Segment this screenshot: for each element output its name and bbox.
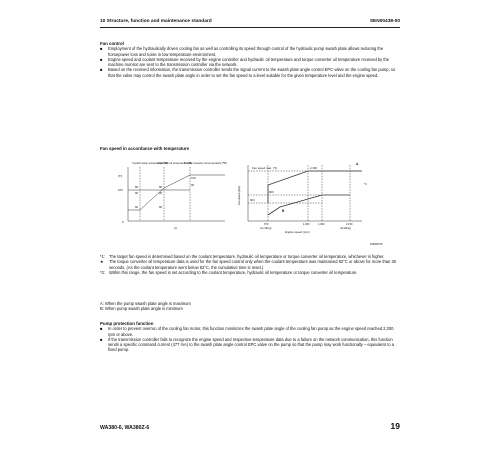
figure-heading: Fan speed in accordance with temperature — [100, 146, 190, 151]
x-sub-lo: (Lo idling) — [260, 227, 272, 230]
temp-value: 85 — [159, 185, 163, 189]
x-tick-670: 670 — [264, 223, 269, 226]
list-item: ■ Based on the received information, the transmission controller sends the signal current to the swash plate angle control EPC valve on the cooling fan pump, so that the valve may control the swash plate angle in order to set the fan speed to a level suitable for the given temperature level and the engine speed. — [100, 67, 396, 78]
fan-control-heading: Fan control — [100, 41, 124, 46]
fan-speed-figure — [100, 155, 400, 250]
legend-a: A: When the pump swash plate angle is maximum — [100, 301, 191, 306]
doc-code: SEN00438-00 — [369, 19, 400, 24]
legend-b: B: When pump swash plate angle is minimum — [100, 306, 183, 312]
x-sub-hi: (Hi idling) — [340, 227, 351, 230]
bullet-icon: ■ — [100, 336, 103, 342]
page-footer — [100, 421, 400, 431]
curve-a — [268, 171, 362, 203]
temp-value: 100 — [191, 176, 196, 180]
curve-b — [268, 195, 350, 215]
note-2: *2: Within this range, the fan speed is set according to the coolant temperature, hydraulic oil temperature or torque converter oil temperature. — [100, 269, 358, 275]
left-tick-0: 0 — [122, 220, 124, 224]
fan-control-list — [100, 46, 400, 78]
bullet-icon: ■ — [100, 67, 103, 73]
header-rule — [100, 27, 400, 28]
temp-value: 90 — [191, 183, 195, 187]
legend-section — [100, 301, 400, 312]
list-item: ■ Employment of the hydraulically driven cooling fan as well as controlling its speed through control of the hydraulic pump swash plate allows reducing the horsepower loss and noise in low temperature environment. — [100, 46, 384, 57]
list-item: ■ Engine speed and coolant temperature received by the engine controller and hydraulic oil temperature and torque converter oil temperature received by the machine monitor are sent to the transmission controller via the network. — [100, 56, 390, 68]
point-a-label: A — [356, 162, 359, 166]
pump-protection-section — [100, 321, 400, 353]
level-2300-label: 2,300 — [310, 166, 317, 170]
model-label: WA380-6, WA380Z-6 — [100, 425, 150, 431]
temp-value: 95 — [159, 191, 163, 195]
x-tick-1000: 1,000 — [303, 223, 310, 226]
right-speed-diagram — [237, 162, 367, 234]
col-header-torque: Torque converter oil temperature (℃) — [184, 162, 227, 165]
level-900-label: 900 — [269, 190, 274, 194]
bullet-icon: ■ — [100, 56, 103, 62]
left-temperature-diagram — [118, 161, 227, 230]
range-note-label: *2 — [364, 182, 367, 186]
col-header-coolant: Coolant water temperature (℃) — [132, 162, 169, 165]
section-title: 10 Structure, function and maintenance standard — [100, 19, 212, 24]
x-tick-1300: 1,300 — [318, 223, 325, 226]
fan-max-label: Fan speed max. (*1) — [252, 166, 278, 170]
point-b-label: B — [282, 209, 285, 213]
fan-control-section — [100, 41, 400, 78]
pump-protection-heading: Pump protection function — [100, 321, 154, 326]
page-number: 19 — [390, 421, 400, 431]
x-tick-2150: 2,150 — [346, 223, 353, 226]
figure-id: 9JB00375 — [370, 242, 383, 246]
note-star: ★ The torque converter oil temperature data is used for the fan speed control only when the coolant temperature was maintained 82°C or above for more than 30 seconds. (As the coolant temperature went below 82°C, the cumulative time is reset.) — [100, 259, 397, 270]
col-header-hydraulic: Hydraulic oil temperature (℃) — [158, 162, 193, 165]
right-x-label: Engine speed (rpm) — [285, 230, 310, 234]
temp-value: 90 — [135, 191, 139, 195]
list-item: ■ In order to prevent overrun of the cooling fan motor, this function minimizes the swash plate angle of the cooling fan pump as the engine speed reached 2,300 rpm or above. — [100, 326, 394, 337]
temp-value: 60 — [135, 205, 139, 209]
left-curve — [128, 175, 225, 210]
left-tick-100: 100 — [118, 188, 123, 192]
temp-value: 80 — [159, 205, 163, 209]
list-item: ■ If the transmission controller fails to recognize the engine speed and respective temperature data due to a failure on the network communication, this function sends a specific command current (477 mA) to the swash plate angle control EPC valve on the pump so that the pump may work functionally – equivalent to a fixed pump. — [100, 336, 395, 353]
temp-value: 80 — [135, 185, 139, 189]
bullet-icon: ■ — [100, 326, 103, 332]
left-tick-tf: (Tf) — [118, 174, 123, 178]
right-y-label: Fan speed (rpm) — [238, 185, 241, 205]
pump-protection-list — [100, 326, 400, 352]
level-600-label: 600 — [250, 198, 255, 202]
left-x-label: (t) — [174, 226, 177, 230]
notes-section — [100, 254, 400, 275]
bullet-icon: ■ — [100, 46, 103, 52]
note-1: *1: The target fan speed is determined based on the coolant temperature, hydraulic oil temperature or torque converter oil temperature, whichever is higher. — [100, 254, 385, 259]
